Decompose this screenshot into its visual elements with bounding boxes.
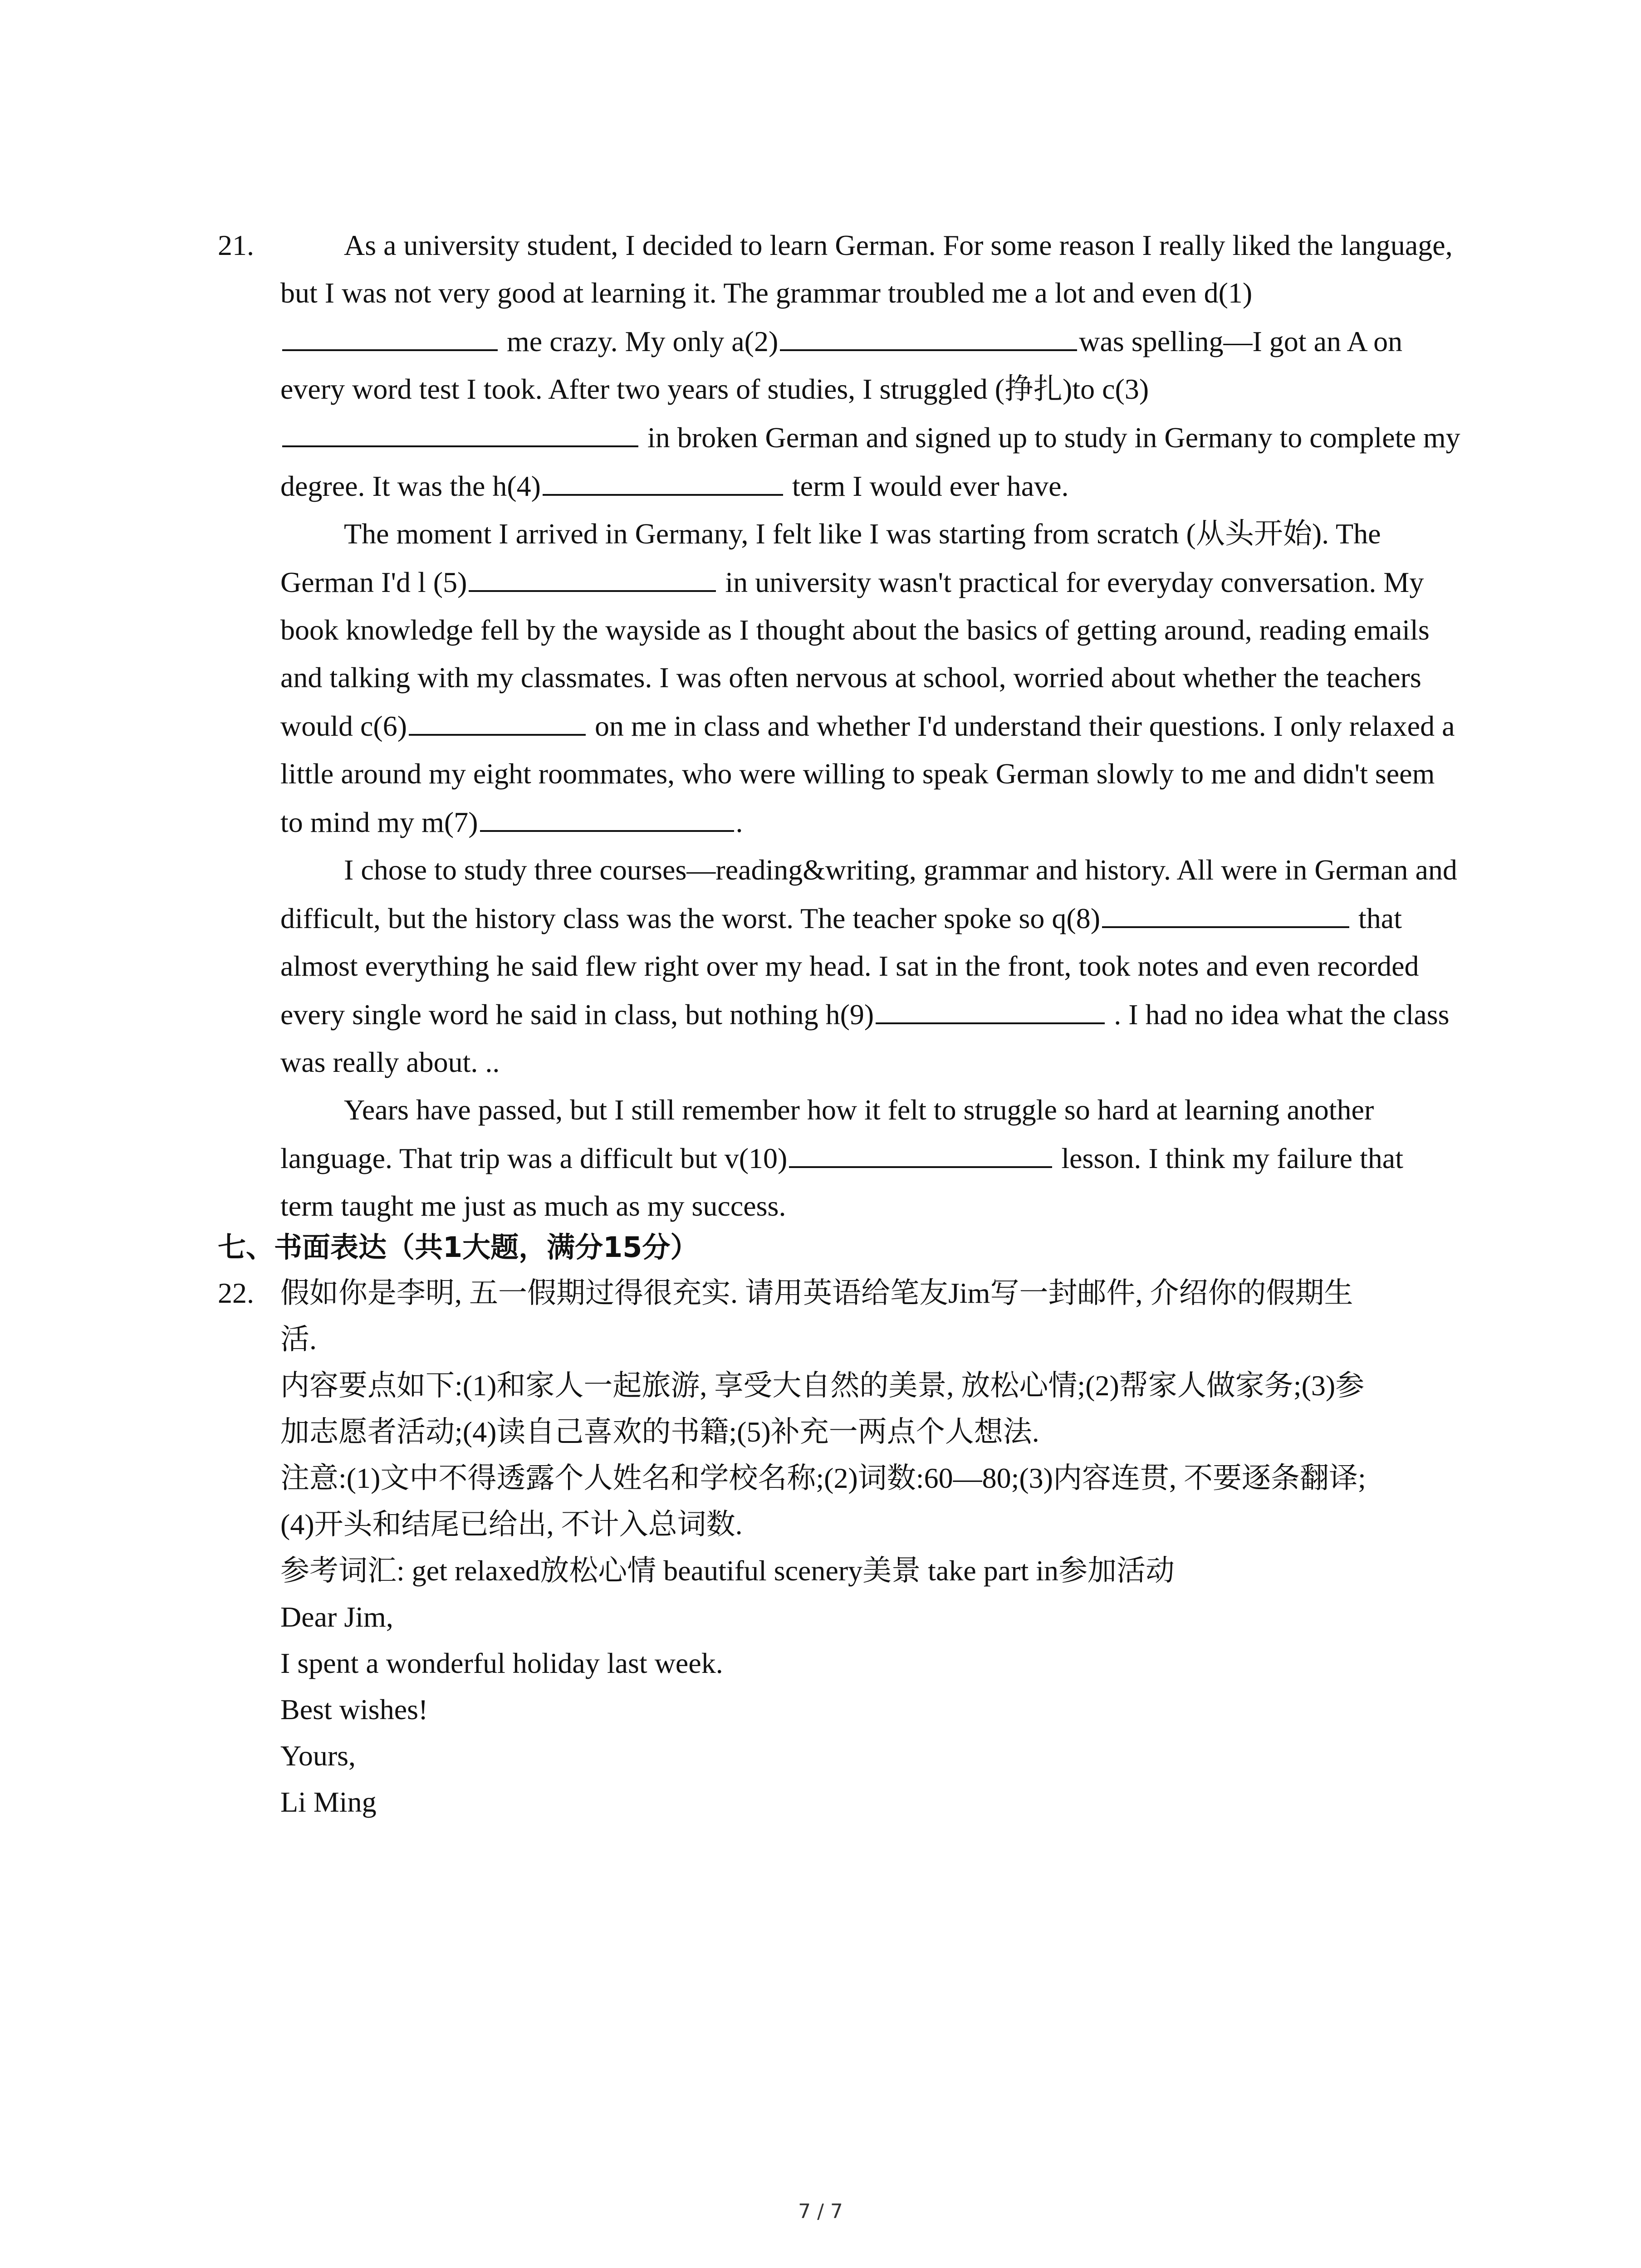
- passage-paragraph-2: [280, 510, 1461, 846]
- letter-signoff: Yours,: [280, 1740, 356, 1772]
- passage-text: The moment I arrived in Germany, I felt like I was starting from scratch (从头开始). The German I'd l (5): [280, 518, 1381, 598]
- passage-text: . I had no idea what the class was really about. ..: [280, 998, 1450, 1078]
- prompt-line: 活.: [280, 1323, 317, 1355]
- passage-paragraph-1: [280, 221, 1461, 510]
- question-number: 21.: [218, 229, 254, 261]
- answer-blank-3[interactable]: [282, 413, 638, 447]
- passage-text: term I would ever have.: [784, 470, 1069, 502]
- answer-blank-8[interactable]: [1102, 894, 1349, 928]
- answer-blank-2[interactable]: [780, 317, 1077, 351]
- prompt-line: 注意:(1)文中不得透露个人姓名和学校名称;(2)词数:60—80;(3)内容连贯, 不要逐条翻译;: [280, 1462, 1366, 1494]
- passage-text: me crazy. My only a(2): [500, 325, 779, 357]
- answer-blank-9[interactable]: [876, 990, 1105, 1024]
- passage-text: As a university student, I decided to learn German. For some reason I really liked the language, but I was not very good at learning it. The grammar troubled me a lot and even d(1): [280, 229, 1453, 309]
- passage-paragraph-4: [280, 1086, 1461, 1230]
- passage-text: that almost everything he said flew right over my head. I sat in the front, took notes and even recorded every single word he said in class, but nothing h(9): [280, 902, 1419, 1031]
- passage-text: on me in class and whether I'd understand their questions. I only relaxed a little around my eight roommates, who were willing to speak German slowly to me and didn't seem to mind my m(7): [280, 710, 1455, 838]
- passage-text: Years have passed, but I still remember how it felt to struggle so hard at learning another language. That trip was a difficult but v(10): [280, 1094, 1374, 1174]
- letter-greeting: Dear Jim,: [280, 1601, 393, 1633]
- letter-signature: Li Ming: [280, 1786, 377, 1818]
- passage-text: .: [735, 806, 743, 838]
- letter-closing: Best wishes!: [280, 1693, 428, 1725]
- reference-vocabulary: 参考词汇: get relaxed放松心情 beautiful scenery美景 take part in参加活动: [280, 1554, 1175, 1587]
- answer-blank-10[interactable]: [789, 1134, 1052, 1168]
- passage-text: was spelling—I got an A on every word test I took. After two years of studies, I struggled (挣扎)to c(3): [280, 325, 1403, 405]
- passage-paragraph-3: [280, 846, 1461, 1086]
- section-title: 七、书面表达（共1大题，满分15分）: [218, 1231, 699, 1264]
- letter-opening: I spent a wonderful holiday last week.: [280, 1647, 723, 1679]
- answer-blank-4[interactable]: [543, 461, 783, 496]
- prompt-line: 假如你是李明, 五一假期过得很充实. 请用英语给笔友Jim写一封邮件, 介绍你的假期生: [280, 1277, 1353, 1309]
- question-22-prompt: [280, 1270, 1461, 1825]
- question-number: 22.: [218, 1277, 254, 1309]
- prompt-line: 加志愿者活动;(4)读自己喜欢的书籍;(5)补充一两点个人想法.: [280, 1416, 1039, 1448]
- answer-blank-1[interactable]: [282, 317, 498, 351]
- prompt-line: (4)开头和结尾已给出, 不计入总词数.: [280, 1508, 743, 1540]
- page-number: 7 / 7: [798, 2200, 843, 2223]
- prompt-line: 内容要点如下:(1)和家人一起旅游, 享受大自然的美景, 放松心情;(2)帮家人做家务;(3)参: [280, 1369, 1365, 1402]
- passage-text: in university wasn't practical for everyday conversation. My book knowledge fell by the wayside as I thought about the basics of getting around, reading emails and talking with my classmates. I was often nervous at school, worried about whether the teachers would c(6): [280, 566, 1430, 742]
- question-22: [218, 1270, 1461, 1825]
- answer-blank-5[interactable]: [469, 557, 716, 592]
- answer-blank-7[interactable]: [480, 797, 734, 832]
- answer-blank-6[interactable]: [409, 701, 586, 736]
- passage-text: in broken German and signed up to study in Germany to complete my degree. It was the h(4): [280, 421, 1460, 502]
- passage-text: lesson. I think my failure that term taught me just as much as my success.: [280, 1142, 1403, 1222]
- question-21: [218, 221, 1461, 1230]
- question-21-passage: [280, 221, 1461, 1230]
- passage-text: I chose to study three courses—reading&writing, grammar and history. All were in German and difficult, but the history class was the worst. The teacher spoke so q(8): [280, 854, 1457, 934]
